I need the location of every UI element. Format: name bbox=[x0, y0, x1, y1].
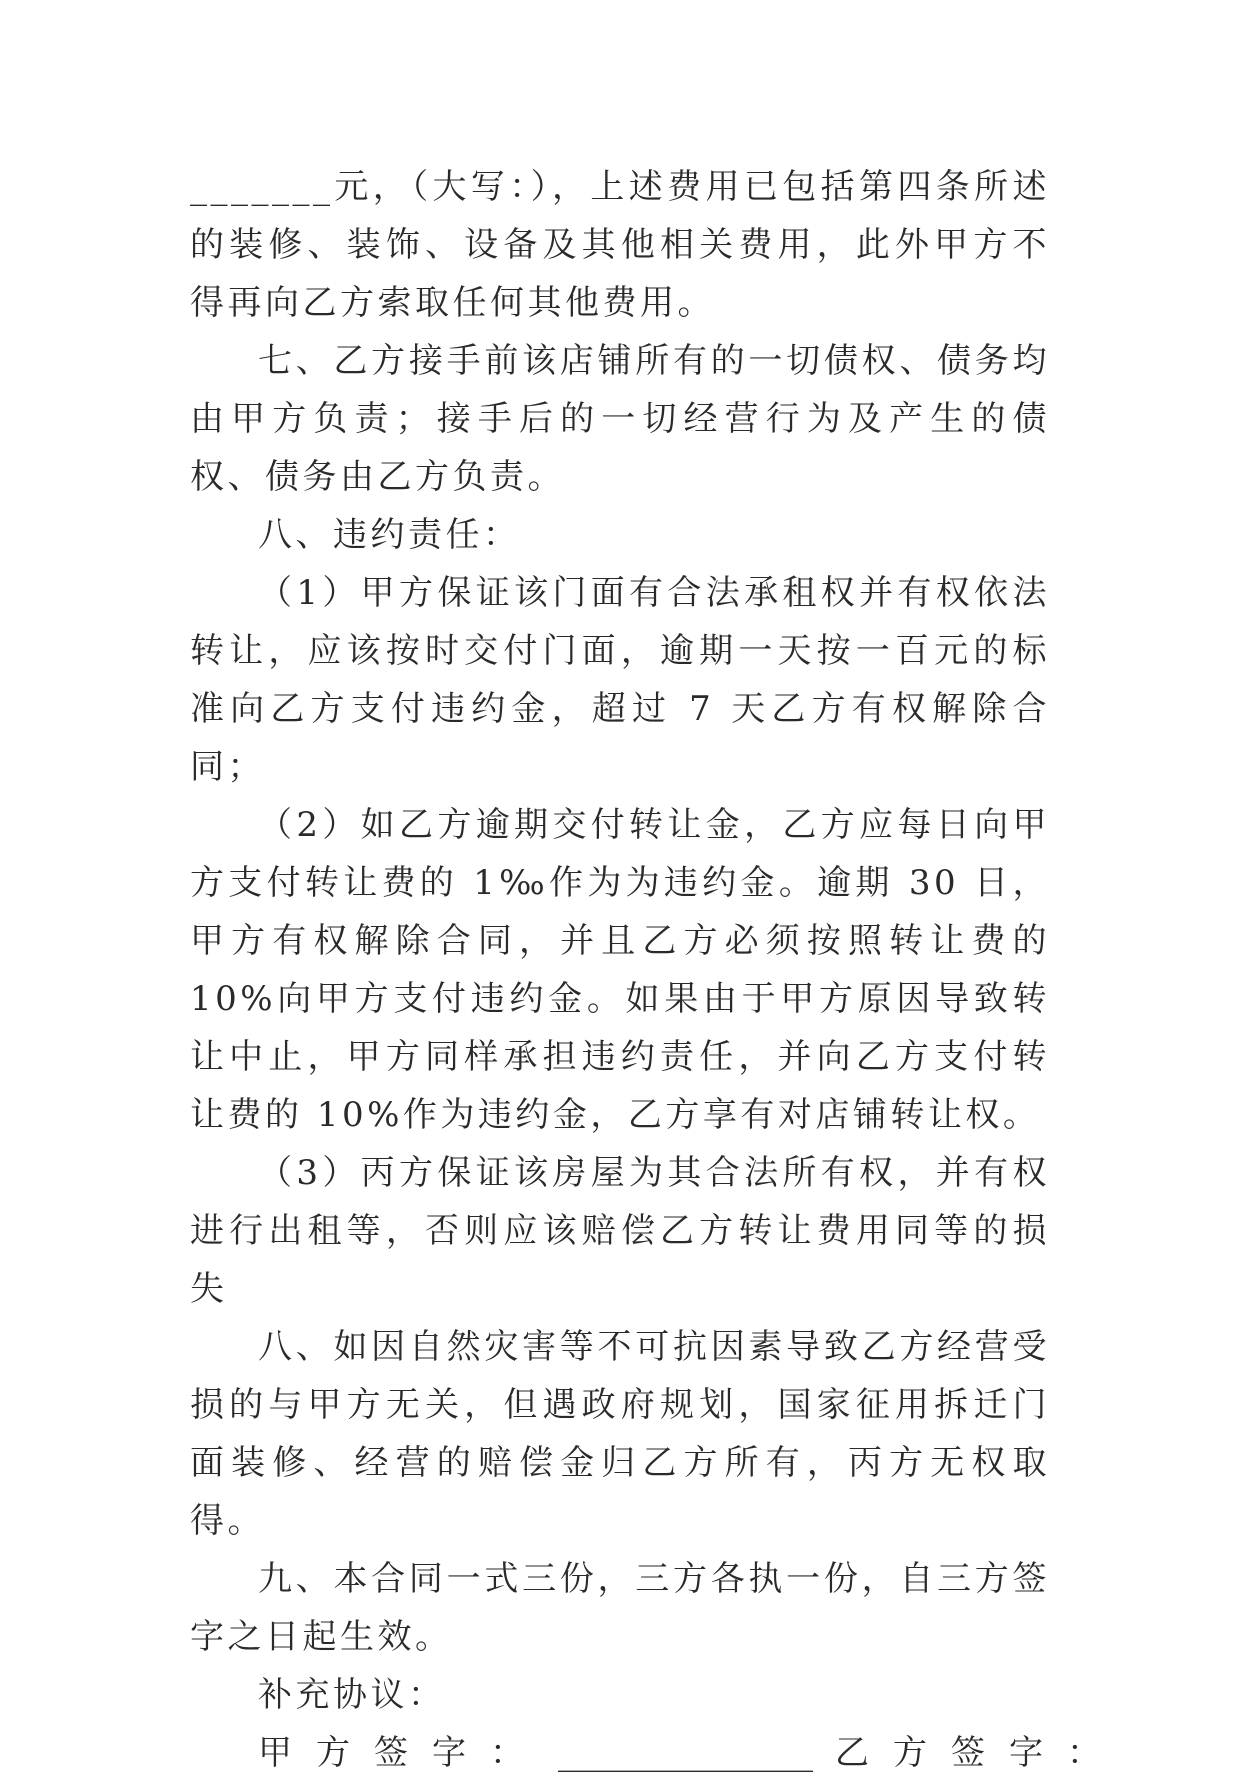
contract-body bbox=[190, 158, 1125, 1782]
paragraph-supplement-heading: 补充协议： bbox=[258, 1675, 446, 1715]
paragraph-clause-9: 九、本合同一式三份，三方各执一份，自三方签字之日起生效。 bbox=[190, 1559, 1050, 1657]
party-a-signature-blank: _______________ bbox=[558, 1733, 813, 1773]
paragraph-breach-item-3: （3）丙方保证该房屋为其合法所有权，并有权进行出租等，否则应该赔偿乙方转让费用同等的损失 bbox=[190, 1153, 1050, 1309]
paragraph-clause-7: 七、乙方接手前该店铺所有的一切债权、债务均由甲方负责；接手后的一切经营行为及产生的债权、债务由乙方负责。 bbox=[190, 341, 1050, 497]
paragraph-breach-item-1: （1）甲方保证该门面有合法承租权并有权依法转让，应该按时交付门面，逾期一天按一百元的标准向乙方支付违约金，超过 7 天乙方有权解除合同； bbox=[190, 573, 1050, 787]
party-a-signature-label: 甲方签字： bbox=[258, 1733, 548, 1773]
signature-line bbox=[190, 1724, 1125, 1782]
paragraph-breach-item-2: （2）如乙方逾期交付转让金，乙方应每日向甲方支付转让费的 1‰作为为违约金。逾期 30 日，甲方有权解除合同，并且乙方必须按照转让费的 10%向甲方支付违约金。如果由于甲方原因导致转让中止，甲方同样承担违约责任，并向乙方支付转让费的 10%作为违约金，乙方享有对店铺转让权。 bbox=[190, 805, 1050, 1135]
party-b-signature-label: 乙方签字： bbox=[835, 1733, 1125, 1773]
paragraph-breach-heading: 八、违约责任： bbox=[258, 515, 521, 555]
paragraph-fee-clause: _______元，（大写：），上述费用已包括第四条所述的装修、装饰、设备及其他相关费用，此外甲方不得再向乙方索取任何其他费用。 bbox=[190, 167, 1050, 323]
paragraph-force-majeure: 八、如因自然灾害等不可抗因素导致乙方经营受损的与甲方无关，但遇政府规划，国家征用拆迁门面装修、经营的赔偿金归乙方所有，丙方无权取得。 bbox=[190, 1327, 1050, 1541]
